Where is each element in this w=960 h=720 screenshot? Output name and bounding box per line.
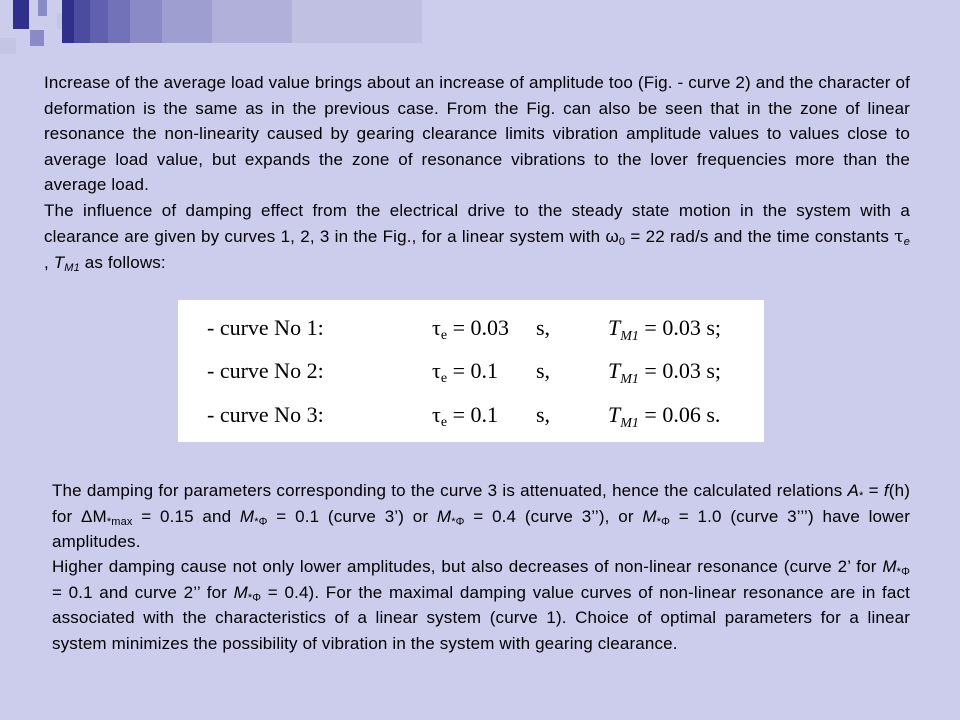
unit-label: s, — [536, 315, 551, 340]
curve-label: - curve No 2: — [207, 358, 324, 383]
decor-square-dark — [13, 0, 29, 29]
unit-label: s, — [536, 402, 551, 427]
unit-label: s, — [536, 358, 551, 383]
decor-square-light — [0, 38, 16, 54]
table-row — [178, 402, 764, 432]
decor-square-mid — [38, 0, 47, 16]
time-constant: $T_{M1} = 0.03$ s; — [608, 315, 722, 344]
paragraph-curve3: The damping for parameters corresponding to the curve 3 is attenuated, hence the calculated relations $A_* = f(h)$ for $\Delta M_{*max} = 0.15$ and $M_{*\Phi} = 0.1$ (curve 3’) or $M_{*\Phi} = 0.4$ (curve 3’’), or $M_{*\Phi} = 1.0$ (curve 3’’’) have lower amplitudes. — [52, 481, 911, 551]
curve-label: - curve No 1: — [207, 315, 324, 340]
tau-symbol: $\tau_e = 0.03$ — [432, 315, 509, 343]
table-row — [178, 358, 764, 388]
paragraph-higher-damping: Higher damping cause not only lower amplitudes, but also decreases of non-linear resonance (curve 2’ for $M_{*\Phi} = 0.1$ and curve 2’’ for $M_{*\Phi} = 0.4$). For the maximal damping value curves of non-linear resonance are in fact associated with the characteristics of a linear system (curve 1). Choice of optimal parameters for a linear system minimizes the possibility of vibration in the system with gearing clearance. — [52, 557, 910, 653]
paragraph-damping-influence: The influence of damping effect from the electrical drive to the steady state motion in the system with a clearance are given by curves 1, 2, 3 in the Fig., for a linear system with $\omega_0 = 22$ rad/s and the time constants $\tau_e$ , $T_{M1}$ as follows: — [44, 201, 910, 274]
table-row — [178, 315, 764, 345]
paragraph-resonance: Increase of the average load value brings about an increase of amplitude too (Fig. - curve 2) and the character of deformation is the same as in the previous case. From the Fig. can also be seen that in the zone of linear resonance the non-linearity caused by gearing clearance limits vibration amplitude values to values close to average load value, but expands the zone of resonance vibrations to the lover frequencies more than the average load. — [44, 73, 910, 194]
decor-bar — [62, 0, 960, 43]
tau-symbol: $\tau_e = 0.1$ — [432, 402, 498, 430]
decor-square-mid — [30, 30, 44, 46]
time-constant: $T_{M1} = 0.06$ s. — [608, 402, 721, 431]
parameter-table — [178, 300, 764, 442]
time-constant: $T_{M1} = 0.03$ s; — [608, 358, 722, 387]
tau-symbol: $\tau_e = 0.1$ — [432, 358, 498, 386]
curve-label: - curve No 3: — [207, 402, 324, 427]
